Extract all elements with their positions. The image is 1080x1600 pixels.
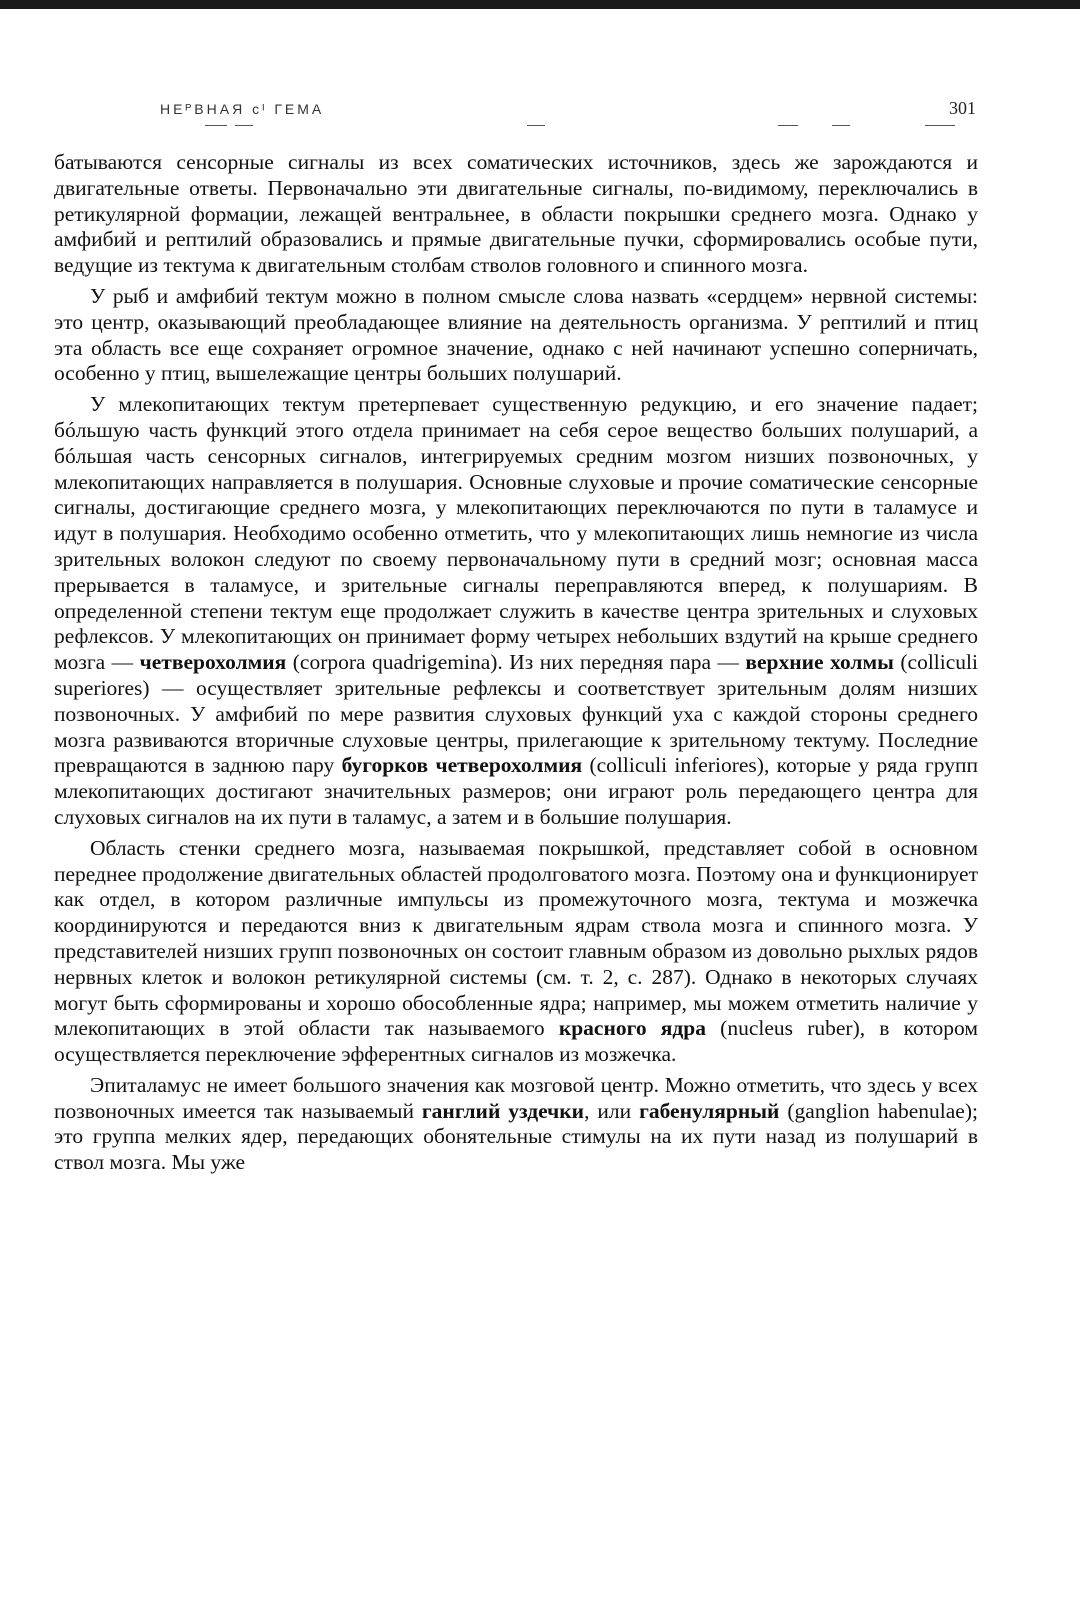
page-number: 301 [949, 98, 976, 118]
paragraph [54, 836, 978, 1068]
paragraph [54, 1073, 978, 1176]
bold-term: красного ядра [558, 1016, 706, 1041]
text-run: Область стенки среднего мозга, называемая покрышкой, представляет собой в основном переднее продолжение двигательных областей продолговатого мозга. Поэтому она и функционирует как отдел, в котором различные импульсы из промежуточного мозга, тектума и мозжечка координируются и передаются вниз к двигательным ядрам ствола мозга и спинного мозга. У представителей низших групп позвоночных он состоит главным образом из довольно рыхлых рядов нервных клеток и волокон ретикулярной системы (см. т. 2, с. 287). Однако в некоторых случаях могут быть сформированы и хорошо обособленные ядра; например, мы можем отметить наличие у млекопитающих в этой области так называемого [54, 835, 978, 1041]
body-text [54, 150, 978, 1181]
header-rule-mark [205, 125, 227, 126]
header-rule-mark [832, 125, 850, 126]
text-run: У млекопитающих тектум претерпевает существенную редукцию, и его значение падает; бóльшую часть функций этого отдела принимает на себя серое вещество больших полушарий, а бóльшая часть сенсорных сигналов, интегрируемых средним мозгом низших позвоночных, у млекопитающих направляется в полушария. Основные слуховые и прочие соматические сенсорные сигналы, достигающие среднего мозга, у млекопитающих переключаются по пути в таламусе и идут в полушария. Необходимо особенно отметить, что у млекопитающих лишь немногие из числа зрительных волокон следуют по своему первоначальному пути в средний мозг; основная масса прерывается в таламусе, и зрительные сигналы переправляются вперед, к полушариям. В определенной степени тектум еще продолжает служить в качестве центра зрительных и слуховых рефлексов. У млекопитающих он принимает форму четырех небольших вздутий на крыше среднего мозга — [54, 392, 978, 675]
text-run: Эпиталамус не имеет большого значения как мозговой центр. Можно отметить, что здесь у всех позвоночных имеется так называемый [54, 1072, 978, 1123]
text-run: У рыб и амфибий тектум можно в полном смысле слова назвать «сердцем» нервной системы: это центр, оказывающий преобладающее влияние на деятельность организма. У рептилий и птиц эта область все еще сохраняет огромное значение, однако с ней начинают успешно соперничать, особенно у птиц, вышележащие центры больших полушарий. [54, 283, 978, 386]
header-rule-mark [778, 125, 798, 126]
header-rule-mark [235, 125, 253, 126]
header-rule-mark [925, 125, 955, 126]
paragraph [54, 284, 978, 387]
text-run: (nucleus ruber), в котором осуществляется переключение эфферентных сигналов из мозжечка. [54, 1016, 979, 1067]
header-rule-mark [527, 125, 545, 126]
text-run: батываются сенсорные сигналы из всех соматических источников, здесь же зарождаются и двигательные ответы. Первоначально эти двигательные сигналы, по-видимому, переключались в ретикулярной формации, лежащей вентральнее, в области покрышки среднего мозга. Однако у амфибий и рептилий образовались и прямые двигательные пучки, сформировались особые пути, ведущие из тектума к двигательным столбам стволов головного и спинного мозга. [54, 150, 978, 278]
text-run: (ganglion habenulae); это группа мелких ядер, передающих обонятельные стимулы на их пути назад из полушарий в ствол мозга. Мы уже [54, 1098, 978, 1175]
text-run: , или [584, 1098, 640, 1123]
running-head: НЕᴾВНАЯ ᴄᴵ ГЕМА [160, 101, 325, 117]
bold-term: верхние холмы [745, 650, 894, 675]
bold-term: ганглий уздечки [421, 1098, 585, 1123]
bold-term: бугорков четверохолмия [341, 753, 583, 778]
paragraph [54, 392, 978, 831]
top-page-border [0, 0, 1080, 9]
text-run: (colliculi inferiores), которые у ряда групп млекопитающих достигают значительных размеров; они играют роль передающего центра для слуховых сигналов на их пути в таламус, а затем и в большие полушария. [54, 753, 978, 829]
bold-term: габенулярный [639, 1098, 780, 1123]
text-run: (colliculi superiores) — осуществляет зрительные рефлексы и соответствует зрительным долям низших позвоночных. У амфибий по мере развития слуховых функций уха с каждой стороны среднего мозга развиваются вторичные слуховые центры, прилегающие к зрительному тектуму. Последние превращаются в заднюю пару [54, 650, 978, 778]
bold-term: четверохолмия [139, 650, 287, 675]
text-run: (corpora quadrigemina). Из них передняя пара — [286, 650, 746, 675]
paragraph [54, 150, 978, 279]
